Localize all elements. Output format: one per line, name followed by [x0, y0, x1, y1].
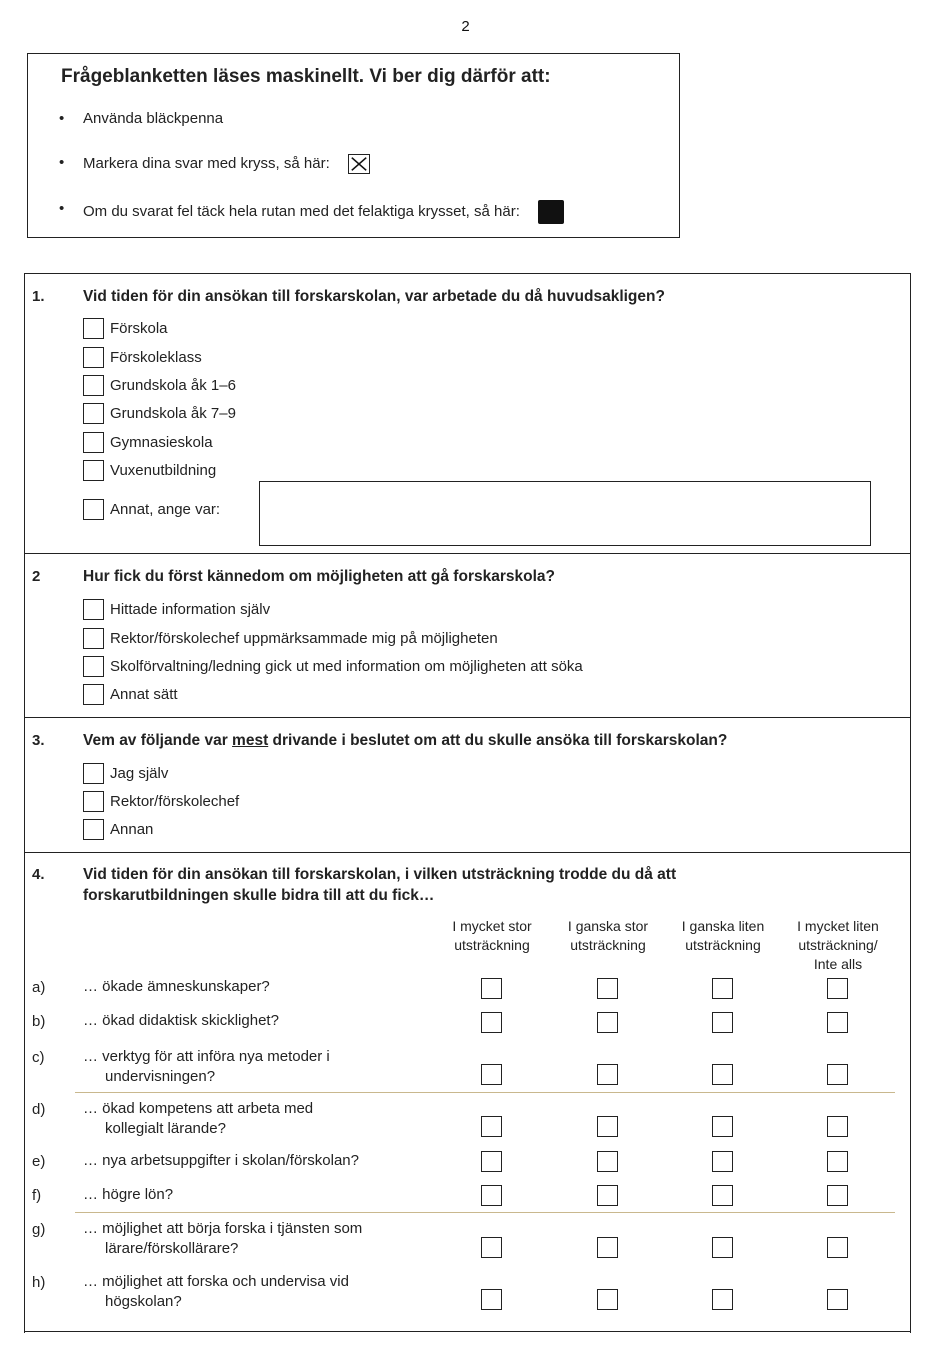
option-forskoleklass[interactable]: Förskoleklass: [83, 346, 202, 368]
rating-checkbox[interactable]: [481, 1185, 502, 1206]
option-myself[interactable]: Jag själv: [83, 762, 168, 784]
instruction-bullet: [83, 110, 223, 127]
rating-checkbox[interactable]: [827, 1064, 848, 1085]
scale-column-header: I mycket stor utsträckning: [452, 918, 532, 953]
checkbox[interactable]: [83, 347, 104, 368]
checkbox[interactable]: [83, 375, 104, 396]
emphasis-underlined: mest: [232, 732, 269, 749]
instruction-bullet: [83, 200, 564, 224]
scale-column-header: I ganska stor utsträckning: [567, 918, 649, 953]
option-found-info-self[interactable]: Hittade information själv: [83, 598, 270, 620]
instructions-box: [27, 53, 680, 238]
rating-checkbox[interactable]: [481, 1237, 502, 1258]
option-principal[interactable]: Rektor/förskolechef: [83, 790, 239, 812]
instruction-text: Använda bläckpenna: [83, 110, 224, 127]
option-forskola[interactable]: Förskola: [83, 317, 168, 339]
question-number: 2: [32, 568, 41, 585]
checkbox[interactable]: [83, 318, 104, 339]
other-workplace-field[interactable]: [259, 481, 871, 546]
question-number: 4.: [32, 866, 45, 883]
checkbox[interactable]: [83, 791, 104, 812]
rating-checkbox[interactable]: [481, 1116, 502, 1137]
rating-checkbox[interactable]: [827, 1116, 848, 1137]
rating-checkbox[interactable]: [712, 1237, 733, 1258]
instruction-bullet: [83, 154, 370, 174]
option-grundskola-7-9[interactable]: Grundskola åk 7–9: [83, 402, 236, 424]
rating-checkbox[interactable]: [827, 1289, 848, 1310]
question-number: 1.: [32, 288, 45, 305]
section-divider: [24, 717, 911, 718]
item-text: … ökade ämneskunskaper?: [83, 978, 270, 995]
section-divider: [24, 553, 911, 554]
rating-checkbox[interactable]: [597, 1116, 618, 1137]
option-vuxenutbildning[interactable]: Vuxenutbildning: [83, 459, 216, 481]
checkbox[interactable]: [83, 819, 104, 840]
rating-checkbox[interactable]: [597, 1289, 618, 1310]
section-divider: [24, 852, 911, 853]
rating-checkbox[interactable]: [827, 1185, 848, 1206]
rating-checkbox[interactable]: [481, 1151, 502, 1172]
item-text: … möjlighet att forska och undervisa vid högskolan?: [83, 1273, 349, 1310]
item-text: … ökad didaktisk skicklighet?: [83, 1012, 279, 1029]
item-text: … högre lön?: [83, 1186, 174, 1203]
item-letter: b): [32, 1013, 46, 1030]
checkbox[interactable]: [83, 499, 104, 520]
item-text: … ökad kompetens att arbeta med kollegialt lärande?: [83, 1100, 314, 1137]
filled-box-example-icon: [538, 200, 564, 224]
rating-checkbox[interactable]: [712, 978, 733, 999]
instructions-heading: Frågeblanketten läses maskinellt. Vi ber dig därför att:: [61, 66, 551, 87]
item-letter: f): [32, 1187, 42, 1204]
crossed-box-example-icon: [348, 154, 370, 174]
checkbox[interactable]: [83, 460, 104, 481]
rating-checkbox[interactable]: [481, 978, 502, 999]
item-letter: d): [32, 1101, 46, 1118]
item-text: … nya arbetsuppgifter i skolan/förskolan?: [83, 1152, 359, 1169]
item-letter: h): [32, 1274, 46, 1291]
option-other-person[interactable]: Annan: [83, 818, 153, 840]
rating-checkbox[interactable]: [597, 1185, 618, 1206]
row-group-divider: [75, 1212, 895, 1213]
item-letter: e): [32, 1153, 46, 1170]
checkbox[interactable]: [83, 684, 104, 705]
rating-checkbox[interactable]: [481, 1064, 502, 1085]
option-grundskola-1-6[interactable]: Grundskola åk 1–6: [83, 374, 236, 396]
question-text: Vid tiden för din ansökan till forskarskolan, var arbetade du då huvudsakligen?: [83, 288, 665, 305]
option-gymnasieskola[interactable]: Gymnasieskola: [83, 431, 213, 453]
question-text: Vem av följande var mest drivande i beslutet om att du skulle ansöka till forskarskolan?: [83, 732, 728, 749]
option-principal-informed[interactable]: Rektor/förskolechef uppmärksammade mig på möjligheten: [83, 627, 498, 649]
item-text: … möjlighet att börja forska i tjänsten som lärare/förskollärare?: [83, 1220, 363, 1257]
checkbox[interactable]: [83, 403, 104, 424]
instruction-text: Markera dina svar med kryss, så här:: [83, 154, 330, 172]
item-letter: c): [32, 1049, 45, 1066]
question-text: Hur fick du först kännedom om möjligheten att gå forskarskola?: [83, 568, 555, 585]
item-text: … verktyg för att införa nya metoder i undervisningen?: [83, 1048, 330, 1085]
rating-checkbox[interactable]: [827, 1237, 848, 1258]
scale-column-header: I ganska liten utsträckning: [681, 918, 765, 953]
checkbox[interactable]: [83, 656, 104, 677]
instruction-text: Om du svarat fel täck hela rutan med det felaktiga krysset, så här:: [83, 202, 520, 220]
option-administration-informed[interactable]: Skolförvaltning/ledning gick ut med information om möjligheten att söka: [83, 655, 583, 677]
rating-checkbox[interactable]: [827, 978, 848, 999]
checkbox[interactable]: [83, 763, 104, 784]
rating-checkbox[interactable]: [597, 1012, 618, 1033]
question-number: 3.: [32, 732, 45, 749]
item-letter: g): [32, 1221, 46, 1238]
rating-checkbox[interactable]: [712, 1064, 733, 1085]
rating-checkbox[interactable]: [481, 1289, 502, 1310]
row-group-divider: [75, 1092, 895, 1093]
checkbox[interactable]: [83, 628, 104, 649]
rating-checkbox[interactable]: [597, 1237, 618, 1258]
rating-checkbox[interactable]: [827, 1151, 848, 1172]
rating-checkbox[interactable]: [827, 1012, 848, 1033]
rating-checkbox[interactable]: [597, 1064, 618, 1085]
rating-checkbox[interactable]: [712, 1185, 733, 1206]
rating-checkbox[interactable]: [597, 1151, 618, 1172]
item-letter: a): [32, 979, 46, 996]
question-text: Vid tiden för din ansökan till forskarskolan, i vilken utsträckning trodde du då att forskarutbildningen skulle bidra till att du fick…: [83, 866, 677, 904]
rating-checkbox[interactable]: [712, 1012, 733, 1033]
page-number: 2: [461, 18, 470, 35]
option-other-way[interactable]: Annat sätt: [83, 683, 178, 705]
rating-checkbox[interactable]: [712, 1289, 733, 1310]
rating-checkbox[interactable]: [481, 1012, 502, 1033]
scale-column-header: I mycket liten utsträckning/ Inte alls: [797, 918, 879, 972]
section-divider: [24, 1331, 911, 1332]
checkbox[interactable]: [83, 599, 104, 620]
rating-checkbox[interactable]: [597, 978, 618, 999]
option-annat[interactable]: Annat, ange var:: [83, 498, 220, 520]
rating-checkbox[interactable]: [712, 1151, 733, 1172]
checkbox[interactable]: [83, 432, 104, 453]
rating-checkbox[interactable]: [712, 1116, 733, 1137]
